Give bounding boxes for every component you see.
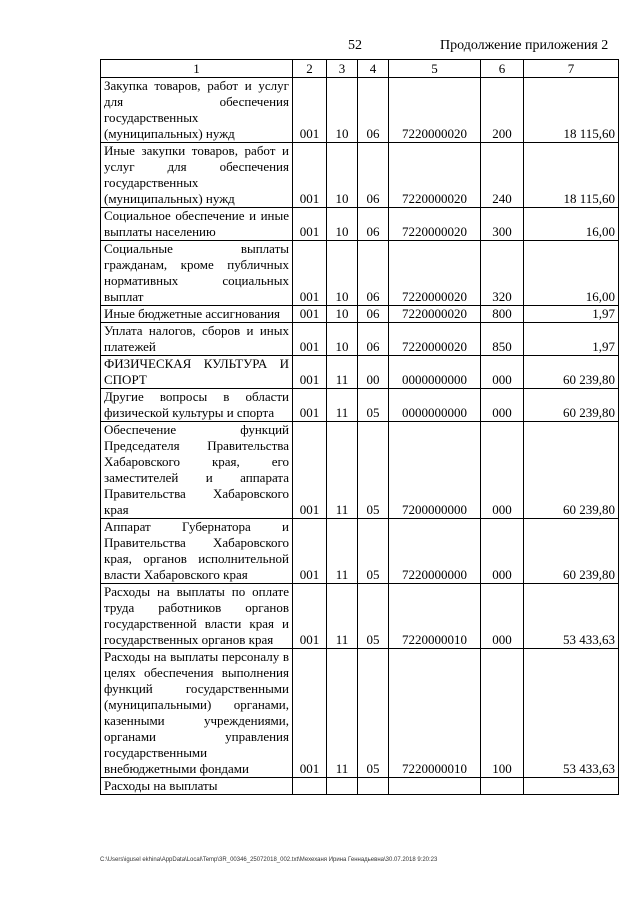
table-cell-c7: 1,97 [524,323,619,356]
table-cell-c6: 000 [481,422,524,519]
expense-name-cell: Аппарат Губернатора и Правительства Хабаровского края, органов исполнительной власти Хабаровского края [101,519,293,584]
table-cell-c5: 7220000020 [389,241,481,306]
expense-name-cell: Социальные выплаты гражданам, кроме публичных нормативных социальных выплат [101,241,293,306]
table-cell-c6: 100 [481,649,524,778]
table-cell-c5: 7220000020 [389,323,481,356]
table-cell-c6: 000 [481,519,524,584]
table-cell-c5: 0000000000 [389,356,481,389]
empty-cell [358,778,389,795]
empty-cell [327,778,358,795]
table-cell-c3: 10 [327,143,358,208]
table-cell-c7: 60 239,80 [524,356,619,389]
table-cell-c2: 001 [293,306,327,323]
table-cell-c7: 16,00 [524,241,619,306]
table-cell-c6: 240 [481,143,524,208]
expense-name-cell: Уплата налогов, сборов и иных платежей [101,323,293,356]
table-cell-c6: 000 [481,389,524,422]
header-cell: 4 [358,60,389,78]
table-cell-c4: 05 [358,422,389,519]
table-cell-c2: 001 [293,241,327,306]
table-cell-c3: 10 [327,323,358,356]
expense-name-cell: Иные бюджетные ассигнования [101,306,293,323]
table-cell-c2: 001 [293,323,327,356]
budget-table [100,59,619,795]
table-cell-c7: 18 115,60 [524,78,619,143]
header-cell: 5 [389,60,481,78]
table-row [101,519,619,584]
header-cell: 2 [293,60,327,78]
table-row [101,78,619,143]
table-cell-c2: 001 [293,78,327,143]
table-cell-c4: 06 [358,241,389,306]
table-cell-c7: 53 433,63 [524,584,619,649]
table-cell-c5: 7220000010 [389,649,481,778]
table-cell-c4: 05 [358,389,389,422]
empty-cell [389,778,481,795]
table-row [101,422,619,519]
table-cell-c6: 300 [481,208,524,241]
table-row [101,389,619,422]
table-row [101,306,619,323]
table-cell-c2: 001 [293,143,327,208]
table-cell-c5: 7220000020 [389,78,481,143]
file-path-footer: C:\Users\igusel ekhina\AppData\Local\Temp\3R_00346_25072018_002.txt\Мехеханя Ирина Геннадьевна\30.07.2018 9:20:23 [100,857,438,863]
header-cell: 6 [481,60,524,78]
table-row [101,208,619,241]
table-cell-c3: 10 [327,208,358,241]
table-cell-c3: 11 [327,519,358,584]
expense-name-cell: ФИЗИЧЕСКАЯ КУЛЬТУРА И СПОРТ [101,356,293,389]
table-cell-c5: 7220000020 [389,306,481,323]
table-cell-c6: 800 [481,306,524,323]
table-cell-c4: 05 [358,649,389,778]
table-cell-c7: 53 433,63 [524,649,619,778]
table-cell-c5: 7200000000 [389,422,481,519]
table-cell-c5: 7220000020 [389,143,481,208]
table-cell-c4: 06 [358,78,389,143]
table-cell-c6: 000 [481,584,524,649]
table-cell-c2: 001 [293,584,327,649]
empty-cell [293,778,327,795]
expense-name-cell: Расходы на выплаты [101,778,293,795]
table-cell-c3: 11 [327,356,358,389]
table-row [101,584,619,649]
table-header-row [101,60,619,78]
table-cell-c3: 11 [327,422,358,519]
table-cell-c3: 10 [327,78,358,143]
header-cell: 7 [524,60,619,78]
table-row [101,356,619,389]
table-cell-c4: 06 [358,143,389,208]
expense-name-cell: Социальное обеспечение и иные выплаты населению [101,208,293,241]
table-cell-c5: 7220000020 [389,208,481,241]
table-cell-c2: 001 [293,208,327,241]
empty-cell [481,778,524,795]
table-cell-c5: 0000000000 [389,389,481,422]
empty-cell [524,778,619,795]
continuation-title: Продолжение приложения 2 [440,38,609,53]
expense-name-cell: Расходы на выплаты персоналу в целях обеспечения выполнения функций государственными (муниципальными) органами, казенными учреждениями, органами управления государственными внебюджетными фондами [101,649,293,778]
table-cell-c3: 10 [327,306,358,323]
expense-name-cell: Расходы на выплаты по оплате труда работников органов государственной власти края и государственных органов края [101,584,293,649]
table-cell-c3: 10 [327,241,358,306]
table-cell-c6: 000 [481,356,524,389]
table-cell-c2: 001 [293,422,327,519]
table-cell-c4: 06 [358,208,389,241]
table-cell-c2: 001 [293,649,327,778]
expense-name-cell: Другие вопросы в области физической культуры и спорта [101,389,293,422]
expense-name-cell: Закупка товаров, работ и услуг для обеспечения государственных (муниципальных) нужд [101,78,293,143]
table-row [101,778,619,795]
table-cell-c4: 06 [358,323,389,356]
expense-name-cell: Обеспечение функций Председателя Правительства Хабаровского края, его заместителей и аппарата Правительства Хабаровского края [101,422,293,519]
table-cell-c2: 001 [293,389,327,422]
table-cell-c6: 200 [481,78,524,143]
table-cell-c7: 16,00 [524,208,619,241]
page-number: 52 [348,38,362,53]
table-cell-c7: 18 115,60 [524,143,619,208]
expense-name-cell: Иные закупки товаров, работ и услуг для обеспечения государственных (муниципальных) нужд [101,143,293,208]
table-cell-c7: 60 239,80 [524,422,619,519]
table-cell-c4: 05 [358,519,389,584]
table-cell-c4: 00 [358,356,389,389]
table-row [101,323,619,356]
table-row [101,143,619,208]
header-cell: 3 [327,60,358,78]
table-cell-c2: 001 [293,519,327,584]
table-cell-c6: 320 [481,241,524,306]
table-cell-c4: 06 [358,306,389,323]
table-cell-c3: 11 [327,649,358,778]
table-cell-c5: 7220000010 [389,584,481,649]
table-cell-c7: 60 239,80 [524,519,619,584]
table-cell-c5: 7220000000 [389,519,481,584]
table-cell-c4: 05 [358,584,389,649]
header-cell: 1 [101,60,293,78]
table-cell-c7: 1,97 [524,306,619,323]
table-row [101,649,619,778]
table-cell-c6: 850 [481,323,524,356]
table-cell-c7: 60 239,80 [524,389,619,422]
table-cell-c3: 11 [327,389,358,422]
table-cell-c3: 11 [327,584,358,649]
table-row [101,241,619,306]
table-cell-c2: 001 [293,356,327,389]
